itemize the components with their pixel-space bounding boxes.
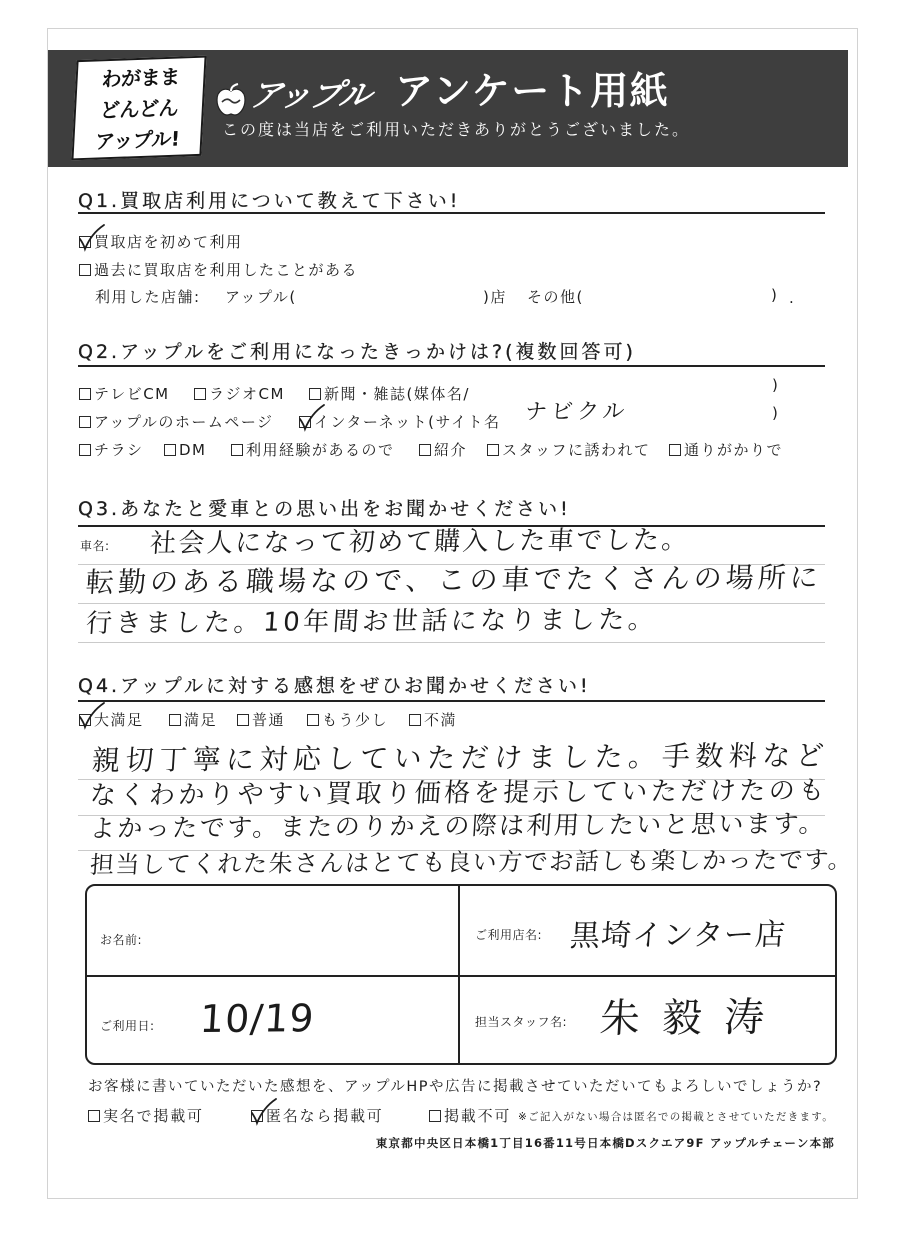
option-label: DM (179, 441, 207, 459)
handwritten-answer-line: 行きました。10年間お世話になりました。 (85, 605, 659, 639)
checkbox (79, 388, 91, 400)
q2-option-homepage (79, 413, 274, 431)
option-label: もう少し (322, 711, 389, 729)
slogan-badge (71, 56, 206, 161)
box-horizontal-divider (87, 975, 835, 977)
q4-heading: Q4.アップルに対する感想をぜひお聞かせください! (78, 675, 591, 697)
handwritten-check-icon (249, 1098, 277, 1126)
q1-store-other-open: その他( (527, 288, 584, 306)
q1-store-label: 利用した店舗: (95, 288, 201, 306)
option-label: 匿名なら掲載可 (266, 1107, 384, 1125)
option-label: 新聞・雑誌(媒体名/ (324, 385, 470, 403)
checkbox (79, 264, 91, 276)
q1-store-other-close: ) (771, 286, 779, 304)
handwritten-check-icon (77, 702, 105, 730)
q2-option-tv (79, 385, 170, 403)
q1-store-apple-close: )店 (483, 288, 507, 306)
checkbox (237, 714, 249, 726)
handwritten-staff-name: 朱毅涛 (598, 994, 788, 1042)
slogan-line: どんどん (99, 95, 179, 123)
q2-option-referral (419, 441, 467, 459)
option-label: 掲載不可 (444, 1107, 512, 1125)
option-label: ラジオCM (209, 385, 285, 403)
checkbox (79, 714, 91, 726)
q1-heading-underline (78, 212, 825, 214)
option-label: 過去に買取店を利用したことがある (94, 261, 359, 279)
q2-option-internet (299, 413, 500, 431)
slogan-line: アップル! (94, 126, 181, 154)
handwritten-answer-line: 転勤のある職場なので、この車でたくさんの場所に (84, 560, 823, 599)
form-subtitle: この度は当店をご利用いただきありがとうございました。 (222, 120, 691, 139)
handwritten-check-icon (77, 224, 105, 252)
checkbox (299, 416, 311, 428)
q2-option-passing-by (669, 441, 783, 459)
handwritten-answer-line: 担当してくれた朱さんはとても良い方でお話しも楽しかったです。 (89, 845, 855, 879)
checkbox (79, 444, 91, 456)
option-label: 不満 (424, 711, 458, 729)
q4-option-average (237, 711, 285, 729)
checkbox (231, 444, 243, 456)
option-label: 紹介 (434, 441, 468, 459)
q1-option-used-before (79, 261, 358, 279)
publication-consent-question: お客様に書いていただいた感想を、アップルHPや広告に掲載させていただいてもよろしいでしょうか? (88, 1079, 823, 1095)
option-label: 満足 (184, 711, 218, 729)
q4-option-dissatisfied (409, 711, 457, 729)
option-label: スタッフに誘われて (502, 441, 651, 459)
option-label: 通りがかりで (684, 441, 784, 459)
checkbox (169, 714, 181, 726)
q2-option-prior-use (231, 441, 395, 459)
consent-option-not-allowed (429, 1107, 511, 1125)
option-label: 利用経験があるので (246, 441, 395, 459)
option-label: テレビCM (94, 385, 170, 403)
checkbox (79, 416, 91, 428)
consent-option-real-name (88, 1107, 204, 1125)
q1-heading: Q1.買取店利用について教えて下さい! (78, 190, 461, 212)
handwritten-visit-date: 10/19 (198, 996, 316, 1041)
name-label: お名前: (100, 933, 143, 947)
option-label: 実名で掲載可 (103, 1107, 204, 1125)
staff-name-label: 担当スタッフ名: (475, 1015, 568, 1029)
option-label: インターネット(サイト名 (314, 413, 501, 431)
checkbox (251, 1110, 263, 1122)
checkbox (419, 444, 431, 456)
checkbox (88, 1110, 100, 1122)
checkbox (79, 236, 91, 248)
checkbox (194, 388, 206, 400)
brand-logo-text: アップル (246, 76, 374, 114)
q4-option-satisfied (169, 711, 217, 729)
writing-line (78, 603, 825, 604)
handwritten-check-icon (297, 404, 325, 432)
q3-heading: Q3.あなたと愛車との思い出をお聞かせください! (78, 498, 571, 520)
option-label: 普通 (252, 711, 286, 729)
consent-option-anonymous (251, 1107, 384, 1125)
option-label: 大満足 (94, 711, 144, 729)
q4-heading-underline (78, 700, 825, 702)
slogan-line: わがまま (100, 64, 181, 92)
q2-option-staff-invite (487, 441, 651, 459)
q2-site-close: ) (772, 404, 780, 422)
q2-heading: Q2.アップルをご利用になったきっかけは?(複数回答可) (78, 341, 636, 363)
visit-date-label: ご利用日: (100, 1019, 155, 1033)
apple-logo-icon (213, 82, 249, 118)
checkbox (487, 444, 499, 456)
q2-option-flyer (79, 441, 144, 459)
company-address: 東京都中央区日本橋1丁目16番11号日本橋Dスクエア9F アップルチェーン本部 (375, 1136, 835, 1150)
checkbox (309, 388, 321, 400)
handwritten-answer-line: 親切丁寧に対応していただけました。手数料など (90, 738, 831, 777)
checkbox (669, 444, 681, 456)
option-label: チラシ (94, 441, 144, 459)
q1-store-apple-open: アップル( (225, 288, 297, 306)
checkbox (409, 714, 421, 726)
q2-option-dm (164, 441, 207, 459)
handwritten-answer-line: 社会人になって初めて購入した車でした。 (149, 525, 691, 559)
q4-option-could-be-better (307, 711, 388, 729)
form-title: アンケート用紙 (395, 69, 670, 113)
store-name-label: ご利用店名: (475, 928, 543, 942)
q1-store-period: . (789, 289, 796, 307)
checkbox (429, 1110, 441, 1122)
q4-option-very-satisfied (79, 711, 144, 729)
handwritten-answer-line: よかったです。またのりかえの際は利用したいと思います。 (89, 808, 828, 843)
q2-option-radio (194, 385, 285, 403)
q2-option-newspaper (309, 385, 470, 403)
checkbox (307, 714, 319, 726)
consent-note: ※ご記入がない場合は匿名での掲載とさせていただきます。 (518, 1111, 835, 1123)
handwritten-site-name: ナビクル (524, 399, 630, 425)
q1-option-first-time (79, 233, 243, 251)
q2-heading-underline (78, 365, 825, 367)
checkbox (164, 444, 176, 456)
q2-media-close: ) (772, 376, 780, 394)
car-name-label: 車名: (80, 539, 110, 553)
option-label: 買取店を初めて利用 (94, 233, 243, 251)
option-label: アップルのホームページ (94, 413, 274, 431)
handwritten-store-name: 黒埼インター店 (568, 917, 788, 954)
writing-line (78, 642, 825, 643)
handwritten-answer-line: なくわかりやすい買取り価格を提示していただけたのも (89, 775, 829, 811)
